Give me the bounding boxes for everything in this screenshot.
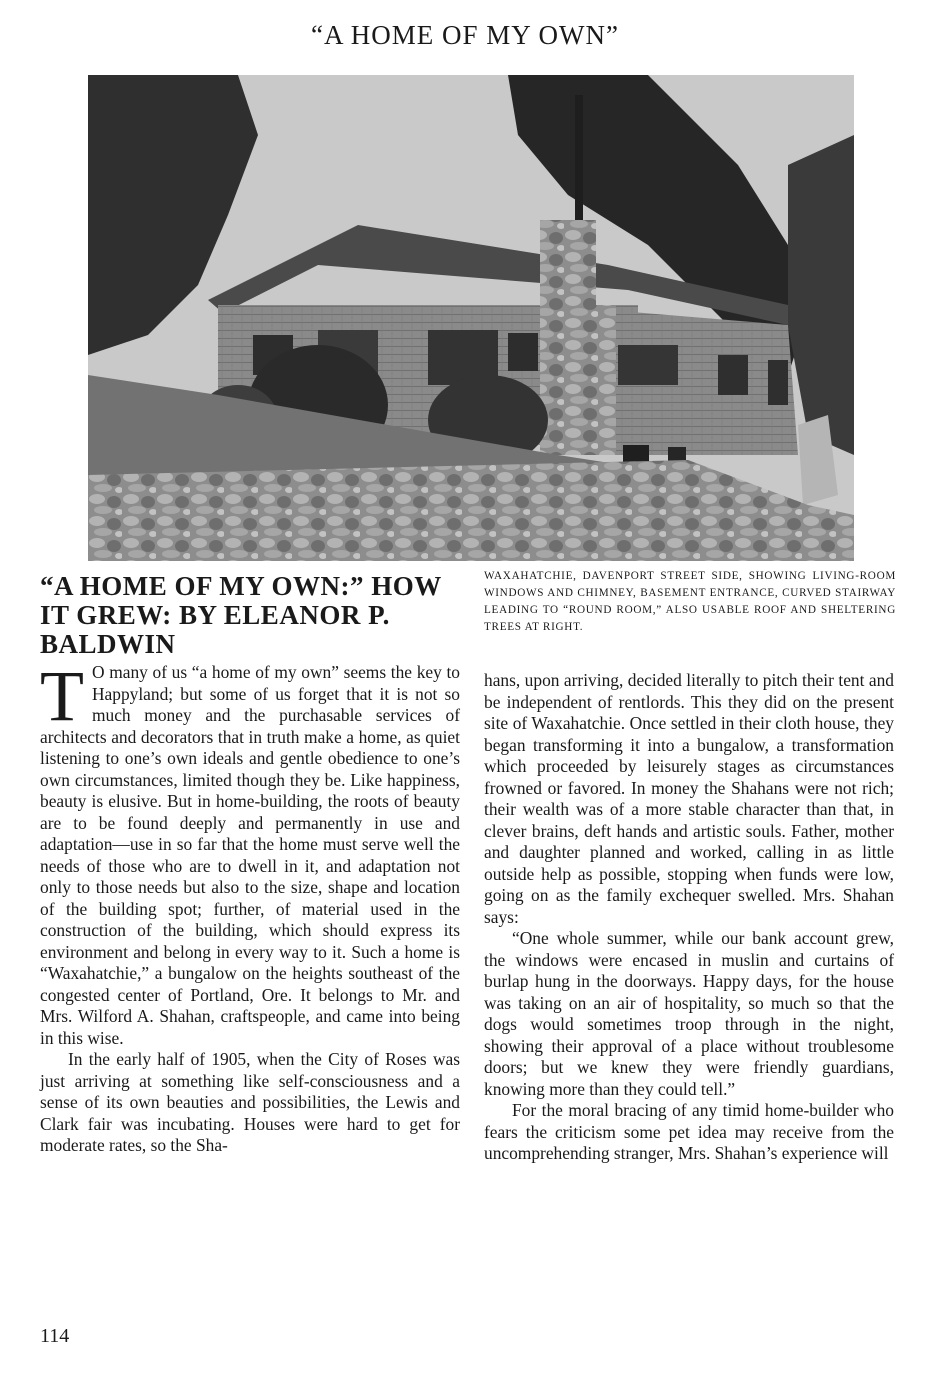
- house-photograph: [88, 75, 854, 561]
- running-head: “A HOME OF MY OWN”: [311, 20, 619, 50]
- left-column: [40, 656, 460, 1157]
- paragraph-1905: In the early half of 1905, when the City of Roses was just arriving at something like self-consciousness and a sense of its own beauties and possibilities, the Lewis and Clark fair was incubating. Houses were hard to get for moderate rates, so the Sha-: [40, 1049, 460, 1155]
- drop-cap: T: [40, 656, 84, 736]
- right-column: [484, 670, 894, 1165]
- paragraph-continued: hans, upon arriving, decided literally to pitch their tent and be independent of rentlords. This they did on the present site of Waxahatchie. Once settled in their cloth house, they began transforming it into a bungalow, a transformation which proceeded by leisurely stages as circumstances frowned or favored. In money the Shahans were not rich; their wealth was of a more stable character than that, in clever brains, deft hands and artistic souls. Father, mother and daughter planned and worked, calling in as little outside help as possible, stopping when funds were low, going on as the family exchequer swelled. Mrs. Shahan says:: [484, 670, 894, 927]
- photo-caption: WAXAHATCHIE, DAVENPORT STREET SIDE, SHOWING LIVING-ROOM WINDOWS AND CHIMNEY, BASEMENT ENTRANCE, CURVED STAIRWAY LEADING TO “ROUND ROOM,” ALSO USABLE ROOF AND SHELTERING TREES AT RIGHT.: [484, 570, 896, 633]
- page-number: 114: [40, 1325, 70, 1347]
- paragraph-quote: “One whole summer, while our bank account grew, the windows were encased in muslin and curtains of burlap hung in the doorways. Happy days, for the house was taking on an air of hospitality, so much so that the dogs would sometimes troop through in the night, showing their approval of a place without troublesome doors; but we knew they were friendly guardians, knowing more than they could tell.”: [484, 928, 894, 1099]
- paragraph-opening: O many of us “a home of my own” seems the key to Happyland; but some of us forget that it is not so much money and the purchasable services of architects and decorators that in truth make a home, as quiet listening to one’s own ideals and gentle obedience to one’s own circumstances, limited though they be. Like happiness, beauty is elusive. But in home-building, the roots of beauty are to be found deeply and permanently in use and adaptation—use in so far that the home must serve well the needs of those who are to dwell in it, and adaptation not only to those needs but also to the size, shape and location of the building spot; further, of material used in the construction of the building, which should express its environment and belong in every way to it. Such a home is “Waxahatchie,” a bungalow on the heights southeast of the congested center of Portland, Ore. It belongs to Mr. and Mrs. Wilford A. Shahan, craftspeople, and came into being in this wise.: [40, 662, 460, 1048]
- paragraph-moral-bracing: For the moral bracing of any timid home-builder who fears the criticism some pet idea may receive from the uncomprehending stranger, Mrs. Shahan’s experience will: [484, 1100, 894, 1163]
- article-title: “A HOME OF MY OWN:” HOW IT GREW: BY ELEANOR P. BALDWIN: [40, 571, 442, 659]
